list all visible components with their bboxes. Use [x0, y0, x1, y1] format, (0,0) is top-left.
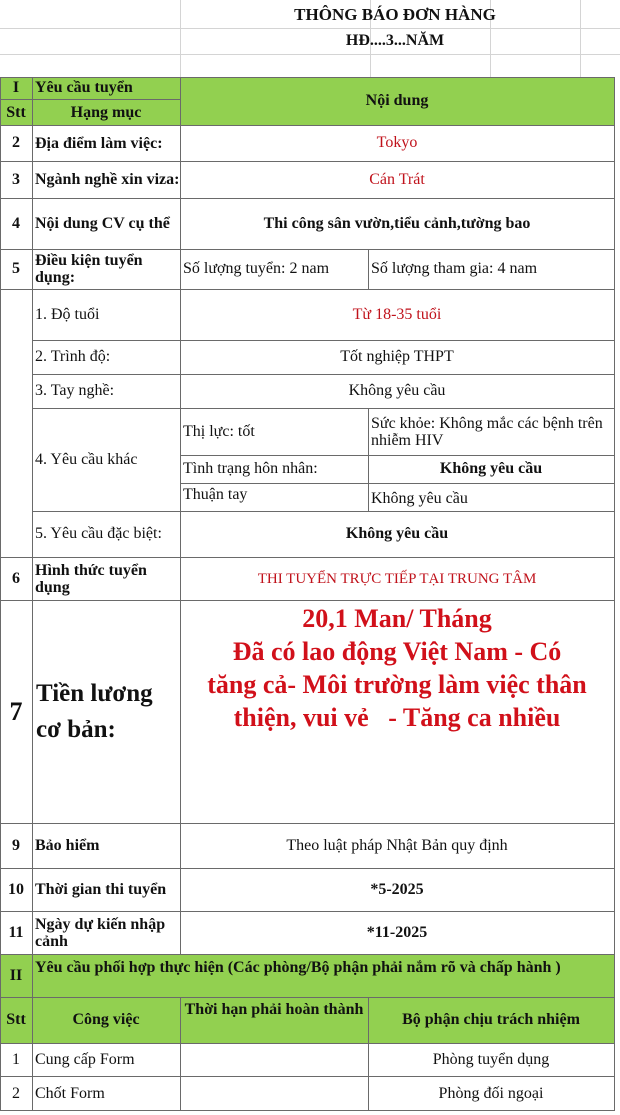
row-label: Thời gian thi tuyển [35, 881, 167, 898]
entry-date-value: *11-2025 [366, 923, 428, 941]
row-number: 5 [12, 260, 20, 277]
requirement-label: 2. Trình độ: [35, 348, 111, 365]
table-row-task: Chốt Form [35, 1084, 105, 1102]
col-stt-header: Stt [6, 1011, 26, 1028]
row-label: Ngành nghề xin viza: [35, 171, 180, 188]
skill-value: Không yêu cầu [348, 382, 446, 399]
row-number: 3 [12, 170, 20, 188]
recruitment-method-value: THI TUYỂN TRỰC TIẾP TẠI TRUNG TÂM [257, 570, 537, 587]
row-label: Nội dung CV cụ thể [35, 214, 170, 232]
section2-title: Yêu cầu phối hợp thực hiện (Các phòng/Bộ phận phải nắm rõ và chấp hành ) [35, 959, 561, 976]
row-label: Hình thức tuyển dụng [35, 561, 147, 596]
table-row-dept: Phòng tuyển dụng [432, 1050, 550, 1068]
exam-time-value: *5-2025 [370, 880, 424, 898]
row-number: 2 [12, 134, 20, 151]
row-label: Điều kiện tuyển dụng: [35, 252, 143, 286]
age-value: Từ 18-35 tuổi [352, 305, 442, 323]
row-label: Ngày dự kiến nhập cảnh [35, 915, 166, 950]
requirement-label: 3. Tay nghề: [35, 382, 115, 399]
handedness-value: Không yêu cầu [371, 490, 468, 507]
salary-line: Đã có lao động Việt Nam - Có [232, 637, 562, 666]
table-row-number: 2 [12, 1084, 20, 1102]
row-number: 6 [12, 569, 20, 587]
row-number: 11 [8, 923, 24, 941]
handedness-label: Thuận tay [183, 486, 248, 503]
table-row-number: 1 [12, 1050, 20, 1068]
row-label: Địa điểm làm việc: [35, 134, 163, 152]
salary-label: Tiền lương cơ bản: [36, 679, 153, 743]
salary-line: thiện, vui vẻ - Tăng ca nhiều [233, 703, 561, 732]
col-content-header: Nội dung [365, 92, 429, 109]
page-title: THÔNG BÁO ĐƠN HÀNG [294, 5, 496, 24]
table-row-task: Cung cấp Form [35, 1050, 135, 1068]
col-stt-header: Stt [6, 103, 26, 121]
section2-roman: II [9, 966, 23, 984]
row-number: 7 [9, 696, 23, 726]
special-value: Không yêu cầu [345, 525, 449, 542]
col-item-header: Hạng mục [70, 103, 142, 121]
eyesight-value: Thị lực: tốt [183, 422, 255, 440]
section1-roman: I [12, 79, 20, 96]
col-dept-header: Bộ phận chịu trách nhiệm [402, 1011, 580, 1028]
health-value: Sức khỏe: Không mắc các bệnh trên nhiễm HIV [371, 414, 603, 449]
row-label: Bảo hiểm [35, 836, 100, 854]
education-value: Tốt nghiệp THPT [340, 348, 454, 365]
page-subtitle: HĐ....3...NĂM [345, 32, 445, 49]
salary-details [180, 600, 614, 823]
recruit-quantity: Số lượng tuyển: 2 nam [183, 260, 330, 277]
insurance-value: Theo luật pháp Nhật Bản quy định [286, 836, 508, 854]
requirement-label: 1. Độ tuổi [35, 305, 100, 323]
row-number: 9 [12, 836, 20, 854]
row-number: 4 [12, 214, 20, 232]
job-content-value: Thi công sân vườn,tiểu cảnh,tường bao [263, 214, 531, 232]
salary-line: tăng cả- Môi trường làm việc thân [207, 670, 587, 699]
section1-title: Yêu cầu tuyển [35, 79, 133, 96]
row-number: 10 [8, 880, 24, 898]
marital-value: Không yêu cầu [439, 460, 543, 477]
work-location-value: Tokyo [376, 134, 418, 151]
salary-line: 20,1 Man/ Tháng [302, 604, 492, 633]
visa-occupation-value: Cán Trát [369, 170, 425, 188]
requirement-label: 4. Yêu cầu khác [35, 450, 138, 468]
participant-quantity: Số lượng tham gia: 4 nam [371, 260, 538, 277]
col-task-header: Công việc [72, 1011, 140, 1028]
col-deadline-header: Thời hạn phải hoàn thành [184, 1001, 364, 1018]
requirement-label: 5. Yêu cầu đặc biệt: [35, 525, 162, 542]
marital-label: Tình trạng hôn nhân: [183, 460, 318, 477]
table-row-dept: Phòng đối ngoại [438, 1084, 544, 1102]
